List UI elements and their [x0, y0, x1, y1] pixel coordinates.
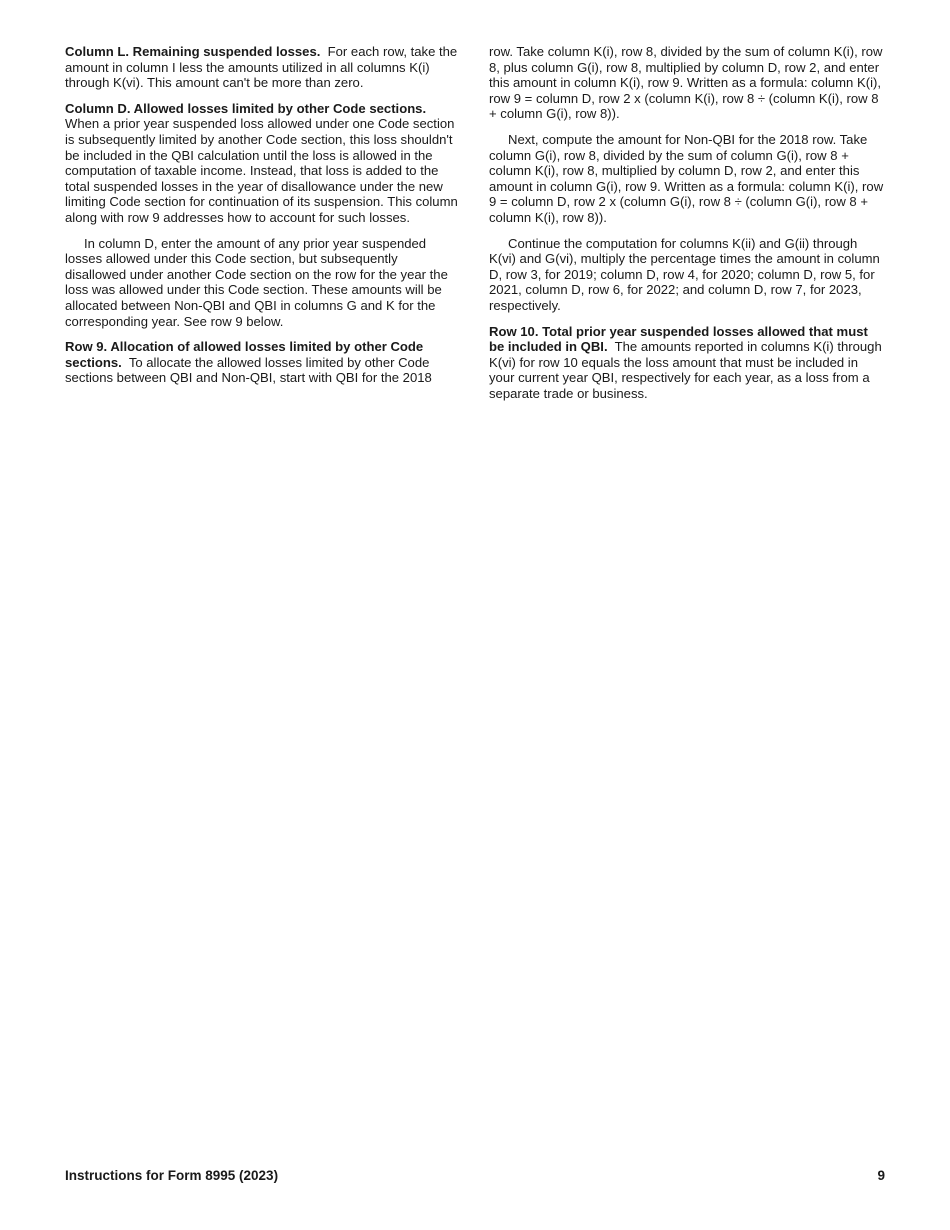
text-column-l: For each row, take the amount in column I less the amounts utilized in all columns K(i) through K(vi). This amount can't be more than zero. — [65, 44, 458, 91]
paragraph-continue-computation: Continue the computation for columns K(ii) and G(ii) through K(vi) and G(vi), multiply the percentage times the amount in column D, row 3, for 2019; column D, row 4, for 2020; column D, row 5, for 2021, column D, row 6, for 2022; and column D, row 7, for 2023, respectively. — [489, 235, 880, 313]
paragraph-column-d — [65, 101, 459, 226]
footer-title: Instructions for Form 8995 (2023) — [65, 1168, 279, 1183]
paragraph-row-10 — [489, 324, 886, 402]
page-number: 9 — [877, 1168, 885, 1183]
paragraph-non-qbi: Next, compute the amount for Non-QBI for the 2018 row. Take column G(i), row 8, divided by the sum of column G(i), row 8 + column K(i), row 8, multiplied by column D, row 2, and enter this amount in column G(i), row 9. Written as a formula: column K(i), row 9 = column D, row 2 x (column G(i), row 8 ÷ (column G(i), row 8 + column K(i), row 8)). — [489, 131, 884, 225]
right-column — [489, 44, 886, 411]
heading-column-d: Column D. Allowed losses limited by other Code sections. — [65, 100, 427, 116]
heading-row-10: Row 10. Total prior year suspended losses allowed that must be included in QBI. — [489, 323, 868, 355]
heading-column-l: Column L. Remaining suspended losses. — [65, 44, 321, 59]
text-column-d: When a prior year suspended loss allowed under one Code section is subsequently limited by another Code section, this loss shouldn't be included in the QBI calculation until the loss is allowed in the computation of taxable income. Instead, that loss is added to the total suspended losses in the year of disallowance under the new limiting Code section for continuation of its suspension. This column along with row 9 addresses how to account for such losses. — [65, 116, 458, 225]
paragraph-column-l — [65, 44, 459, 91]
paragraph-column-d-instructions: In column D, enter the amount of any prior year suspended losses allowed under this Code section, but subsequently disallowed under another Code section on the row for the year the loss was allowed under this Code section. These amounts will be allocated between Non-QBI and QBI in columns G and K for the corresponding year. See row 9 below. — [65, 235, 448, 329]
text-row-10: The amounts reported in columns K(i) through K(vi) for row 10 equals the loss amount that must be included in your current year QBI, respectively for each year, as a loss from a separate trade or business. — [489, 339, 882, 401]
text-row-9: To allocate the allowed losses limited by other Code sections between QBI and Non-QBI, start with QBI for the 2018 — [65, 354, 432, 386]
heading-row-9: Row 9. Allocation of allowed losses limited by other Code sections. — [65, 339, 424, 370]
left-column — [65, 44, 459, 396]
paragraph-row-9-continued: row. Take column K(i), row 8, divided by the sum of column K(i), row 8, plus column G(i), row 8, multiplied by column D, row 2, and enter this amount in column K(i), row 9. Written as a formula: column K(i), row 9 = column D, row 2 x (column K(i), row 8 ÷ (column K(i), row 8 + column G(i), row 8)). — [489, 44, 883, 122]
paragraph-row-9 — [65, 339, 459, 386]
